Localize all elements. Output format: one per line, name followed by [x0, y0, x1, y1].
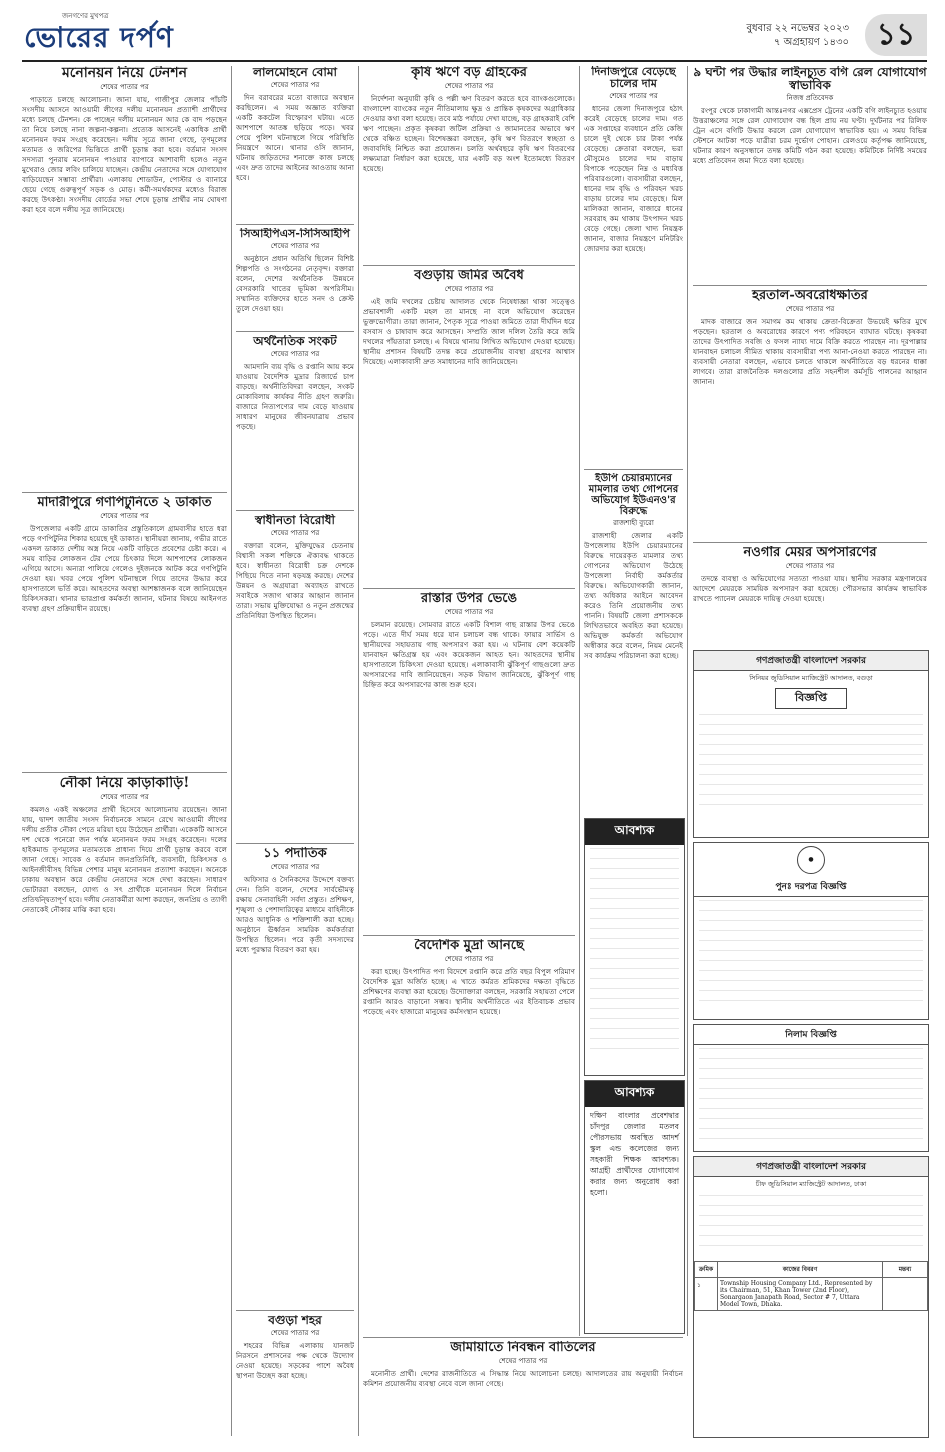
article-body: চলমান রয়েছে। সোমবার রাতে একটি বিশাল গাছ রাস্তার উপর ভেঙে পড়ে। এতে দীর্ঘ সময় ধরে যান চলাচল বন্ধ থাকে। ফায়ার সার্ভিস ও স্থানীয়দের সহায়তায় গাছ অপসারণ করা হয়। এ ঘটনায় বেশ কয়েকটি যানবাহন ক্ষতিগ্রস্ত হয় এবং কয়েকজন আহত হন। আহতদের স্থানীয় হাসপাতালে চিকিৎসা দেওয়া হয়েছে। এলাকাবাসী ঝুঁকিপূর্ণ গাছগুলো দ্রুত অপসারণের দাবি জানিয়েছেন। সড়ক বিভাগ জানিয়েছে, ঝুঁকিপূর্ণ গাছ চিহ্নিত করে অপসারণের কাজ শুরু হবে। [363, 620, 575, 690]
byline: শেষের পাতার পর [270, 529, 320, 538]
article-body: পাড়াতে চলছে আলোচনা। জানা যায়, গাজীপুর জেলার পাঁচটি সংসদীয় আসনে আওয়ামী লীগের দলীয় মনোনয়ন প্রত্যাশী প্রার্থীদের মধ্যে চলছে টেনশন। কে পাচ্ছেন দলীয় মনোনয়ন আর কে বাদ পড়ছেন তা নিয়ে চলছে নানা জল্পনা-কল্পনা। প্রত্যেক আসনেই একাধিক প্রার্থী মনোনয়ন ফরম সংগ্রহ করেছেন। দলীয় সূত্রে জানা গেছে, তৃণমূলের মতামত ও জরিপের ভিত্তিতে প্রার্থী চূড়ান্ত করা হবে। বর্তমান সংসদ সদস্যরা পুনরায় মনোনয়ন পাওয়ার ব্যাপারে আশাবাদী হলেও নতুন মুখেরাও জোর লবিং চালিয়ে যাচ্ছেন। কেন্দ্রীয় নেতাদের সঙ্গে যোগাযোগ বাড়িয়েছেন সম্ভাব্য প্রার্থীরা। এলাকায় শোডাউন, পোস্টার ও ব্যানারে ছেয়ে গেছে গুরুত্বপূর্ণ সড়ক ও মোড়। কর্মী-সমর্থকদের মধ্যেও বিরাজ করছে উৎকণ্ঠা। সংসদীয় বোর্ডের সভা শেষে চূড়ান্ত প্রার্থীর নাম ঘোষণা করা হবে বলে দলীয় সূত্র জানিয়েছে। [22, 95, 227, 215]
byline: শেষের পাতার পর [609, 92, 658, 101]
wanted-label: আবশ্যক [585, 819, 684, 845]
table-header: ক্রমিক [695, 1262, 718, 1278]
article-body: রংপুর থেকে ঢাকাগামী আন্তঃনগর এক্সপ্রেস ট্রেনের একটি বগি লাইনচ্যুত হওয়ায় উত্তরাঞ্চলের সঙ্গে রেল যোগাযোগ বন্ধ ছিল প্রায় নয় ঘণ্টা। দুর্ঘটনার পর রিলিফ ট্রেন এসে বগিটি উদ্ধার করলে রেল যোগাযোগ স্বাভাবিক হয়। এ সময় বিভিন্ন স্টেশনে আটকা পড়ে যাত্রীরা চরম দুর্ভোগ পোহান। রেলওয়ে কর্তৃপক্ষ জানিয়েছে, ঘটনার কারণ অনুসন্ধানে তদন্ত কমিটি গঠন করা হয়েছে। কমিটিকে নির্দিষ্ট সময়ের মধ্যে প্রতিবেদন জমা দিতে বলা হয়েছে। [693, 106, 927, 166]
article-tension [22, 66, 227, 488]
headline: কৃষি ঋণে বড় গ্রাহকের [411, 66, 527, 80]
auction-title: নিলাম বিজ্ঞপ্তি [694, 1025, 928, 1045]
article-body: অফিসার ও সৈনিকদের উদ্দেশে বক্তব্য দেন। তিনি বলেন, দেশের সার্বভৌমত্ব রক্ষায় সেনাবাহিনী সর্বদা প্রস্তুত। প্রশিক্ষণ, শৃঙ্খলা ও পেশাদারিত্বের মাধ্যমে বাহিনীকে আরও আধুনিক ও শক্তিশালী করা হচ্ছে। অনুষ্ঠানে ঊর্ধ্বতন সামরিক কর্মকর্তারা উপস্থিত ছিলেন। পরে কৃতী সদস্যদের মধ্যে পুরস্কার বিতরণ করা হয়। [236, 875, 354, 955]
byline: রাজশাহী ব্যুরো [613, 519, 654, 527]
article-eleven-infantry [236, 847, 354, 1307]
table-cell: Township Housing Company Ltd., Represented by its Chairman, 51, Khan Tower (2nd Floor), Sonargaon Janapath Road, Sector # 7, Uttara Model Town, Dhaka. [718, 1278, 883, 1311]
ad-text-lines [694, 1045, 928, 1147]
ad-table: ক্রমিক কাজের বিবরণ মন্তব্য ১ Township Housing Company Ltd., Represented by its Chairman, 51, Khan Tower (2nd Floor), Sonargaon Janapath Road, Sector # 7, Uttara Model Town, Dhaka. [694, 1261, 928, 1311]
ad-text-lines [694, 897, 928, 1013]
headline: স্বাধীনতা বিরোধী [255, 514, 335, 527]
table-header: মন্তব্য [883, 1262, 928, 1278]
article-body: তদন্তে ব্যবস্থা ও অভিযোগের সত্যতা পাওয়া যায়। স্থানীয় সরকার মন্ত্রণালয়ের আদেশে মেয়রকে সাময়িক অপসারণ করা হয়েছে। পৌরসভার কার্যক্রম স্বাভাবিক রাখতে প্যানেল মেয়রকে দায়িত্ব দেওয়া হয়েছে। [693, 574, 927, 604]
article-body: করা হচ্ছে। উৎপাদিত পণ্য বিদেশে রপ্তানি করে প্রতি বছর বিপুল পরিমাণ বৈদেশিক মুদ্রা অর্জিত হচ্ছে। এ খাতে কর্মরত শ্রমিকদের দক্ষতা বৃদ্ধিতে প্রশিক্ষণের ব্যবস্থা করা হয়েছে। উদ্যোক্তারা বলছেন, সরকারি সহায়তা পেলে রপ্তানি আরও বাড়ানো সম্ভব। স্থানীয় অর্থনীতিতে এর ইতিবাচক প্রভাব পড়েছে এবং হাজারো মানুষের কর্মসংস্থান হয়েছে। [363, 967, 575, 1017]
date-gregorian: বুধবার ২২ নভেম্বর ২০২৩ [746, 23, 849, 34]
article-dinajpur-rice [584, 66, 683, 466]
gov-office: চীফ জুডিসিয়াল ম্যাজিস্ট্রেট আদালত, ঢাকা [755, 1180, 867, 1188]
gov-seal-icon: ● [797, 846, 825, 874]
wanted-ad-1 [584, 818, 685, 1076]
byline: শেষের পাতার পর [270, 350, 320, 359]
byline: শেষের পাতার পর [100, 512, 149, 521]
byline: শেষের পাতার পর [270, 863, 320, 872]
date-bengali: ৭ অগ্রহায়ণ ১৪৩০ [773, 37, 849, 48]
headline: মনোনয়ন নিয়ে টেনশন [61, 66, 188, 81]
headline: হরতাল-অবরোধক্ষতির [752, 289, 868, 303]
page-number: ১১ [865, 14, 927, 56]
article-body: মনোনীত প্রার্থী। দেশের রাজনীতিতে এ সিদ্ধান্ত নিয়ে আলোচনা চলছে। আদালতের রায় অনুযায়ী নির্বাচন কমিশন প্রয়োজনীয় ব্যবস্থা নেবে বলে জানা গেছে। [363, 1369, 683, 1389]
article-body: অনুষ্ঠানে প্রধান অতিথি ছিলেন বিশিষ্ট শিল্পপতি ও সংগঠনের নেতৃবৃন্দ। বক্তারা বলেন, দেশের অর্থনৈতিক উন্নয়নে বেসরকারি খাতের ভূমিকা অপরিসীম। সম্মানিত ব্যক্তিদের হাতে সনদ ও ক্রেস্ট তুলে দেওয়া হয়। [236, 254, 354, 314]
article-body: নির্দেশনা অনুযায়ী কৃষি ও পল্লী ঋণ বিতরণ করতে হবে ব্যাংকগুলোকে। বাংলাদেশ ব্যাংকের নতুন নীতিমালায় ক্ষুদ্র ও প্রান্তিক কৃষকদের অগ্রাধিকার দেওয়ার কথা বলা হয়েছে। তবে মাঠ পর্যায়ে দেখা যাচ্ছে, বড় গ্রাহকরাই বেশি ঋণ পাচ্ছেন। প্রকৃত কৃষকরা জটিল প্রক্রিয়া ও জামানতের অভাবে ঋণ থেকে বঞ্চিত হচ্ছেন। বিশেষজ্ঞরা বলছেন, কৃষি ঋণ বিতরণে স্বচ্ছতা ও জবাবদিহি নিশ্চিত করা প্রয়োজন। চলতি অর্থবছরে কৃষি ঋণ বিতরণের লক্ষ্যমাত্রা নির্ধারণ করা হয়েছে, যার একটি বড় অংশ ইতোমধ্যে বিতরণ হয়েছে। [363, 94, 575, 174]
headline: নৌকা নিয়ে কাড়াকাড়ি! [59, 776, 190, 791]
auction-ad [693, 1024, 929, 1152]
byline: নিজস্ব প্রতিবেদক [786, 94, 834, 103]
article-up-chairman [584, 473, 683, 813]
headline: জামায়াতে নিবন্ধন বাতিলের [450, 1341, 596, 1355]
headline: লালমোহনে বোমা [253, 66, 337, 79]
gov-office: সিনিয়র জুডিসিয়াল ম্যাজিস্ট্রেট আদালত, বগুড়া [749, 674, 873, 682]
ad-text-lines [585, 845, 684, 1061]
masthead [22, 14, 927, 62]
wanted-ad-2 [584, 1080, 685, 1334]
newspaper-logo: ভোরের দর্পণ [24, 21, 174, 54]
article-road [363, 592, 575, 932]
byline: শেষের পাতার পর [444, 82, 494, 91]
headline: সিআইপিএস-সিসিআইপি [240, 228, 350, 240]
byline: শেষের পাতার পর [270, 1329, 320, 1338]
headline: দিনাজপুরে বেড়েছে চালের দাম [591, 66, 676, 91]
headline: অর্থনৈতিক সংকট [253, 335, 337, 348]
gov-title: গণপ্রজাতন্ত্রী বাংলাদেশ সরকার [694, 651, 928, 671]
article-lalmohan [236, 66, 354, 221]
article-agri-loan [363, 66, 575, 262]
article-bogura-land [363, 269, 575, 585]
gov-court-ad [693, 1156, 929, 1438]
ad-text-lines [694, 711, 928, 817]
article-train [693, 66, 927, 282]
headline: ৯ ঘন্টা পর উদ্ধার লাইনচ্যুত বগি রেল যোগাযোগ স্বাভাবিক [693, 66, 927, 93]
headline: বৈদেশিক মুদ্রা আনছে [414, 939, 524, 953]
article-body: কমলও একই অঞ্চলের প্রার্থী হিসেবে আলোচনায় রয়েছেন। জানা যায়, দ্বাদশ জাতীয় সংসদ নির্বাচনকে সামনে রেখে আওয়ামী লীগের দলীয় প্রতীক নৌকা পেতে মরিয়া হয়ে উঠেছেন প্রার্থীরা। একেকটি আসনে দশ থেকে পনেরো জন পর্যন্ত মনোনয়ন ফরম সংগ্রহ করেছেন। দলের হাইকমান্ড তৃণমূলের মতামতকে প্রাধান্য দিয়ে প্রার্থী চূড়ান্ত করবে বলে জানা গেছে। সাবেক ও বর্তমান জনপ্রতিনিধি, ব্যবসায়ী, চিকিৎসক ও আইনজীবীসহ বিভিন্ন পেশার মানুষ মনোনয়ন প্রত্যাশা করছেন। অনেকে ঢাকায় অবস্থান করে কেন্দ্রীয় নেতাদের সঙ্গে দেখা করছেন। সাধারণ ভোটাররা বলছেন, যোগ্য ও সৎ প্রার্থীকে মনোনয়ন দিলে নির্বাচন প্রতিদ্বন্দ্বিতাপূর্ণ হবে। দলীয় নেতাকর্মীরা আশা করছেন, জনপ্রিয় ও ত্যাগী নেতাকেই নৌকার মাঝি করা হবে। [22, 805, 227, 915]
headline: নওগাঁর মেয়র অপসারণের [743, 546, 877, 560]
byline: শেষের পাতার পর [100, 83, 149, 92]
byline: শেষের পাতার পর [100, 793, 149, 802]
headline: মাদারীপুরে গণপিটুনিতে ২ ডাকাত [37, 496, 212, 510]
article-body: উপজেলার একটি গ্রামে ডাকাতির প্রস্তুতিকালে গ্রামবাসীর হাতে ধরা পড়ে গণপিটুনির শিকার হয়েছে দুই ডাকাত। স্থানীয়রা জানায়, গভীর রাতে একদল ডাকাত দেশীয় অস্ত্র নিয়ে একটি বাড়িতে প্রবেশের চেষ্টা করে। এ সময় বাড়ির লোকজন টের পেয়ে চিৎকার দিলে আশপাশের লোকজন এগিয়ে আসে। অন্যরা পালিয়ে গেলেও দুইজনকে আটক করে গণপিটুনি দেওয়া হয়। খবর পেয়ে পুলিশ ঘটনাস্থলে গিয়ে তাদের উদ্ধার করে হাসপাতালে ভর্তি করে। আহতদের অবস্থা আশঙ্কাজনক বলে জানিয়েছেন চিকিৎসকরা। থানার ভারপ্রাপ্ত কর্মকর্তা জানান, ঘটনার বিষয়ে আইনগত ব্যবস্থা গ্রহণ প্রক্রিয়াধীন রয়েছে। [22, 524, 227, 614]
article-economic [236, 335, 354, 507]
article-naogaon [693, 546, 927, 644]
byline: শেষের পাতার পর [785, 305, 835, 314]
article-jamaat [363, 1341, 683, 1436]
headline: ইউপি চেয়ারম্যানের মামলার তথ্য গোপনের অভিযোগ ইউএনও'র বিরুদ্ধে [588, 473, 679, 517]
article-boat [22, 776, 227, 1436]
article-body: আমদানি ব্যয় বৃদ্ধি ও রপ্তানি আয় কমে যাওয়ায় বৈদেশিক মুদ্রার রিজার্ভে চাপ বাড়ছে। অর্থনীতিবিদরা বলছেন, সংকট মোকাবিলায় কার্যকর নীতি গ্রহণ জরুরি। বাজারে নিত্যপণ্যের দাম বেড়ে যাওয়ায় সাধারণ মানুষের জীবনযাত্রায় প্রভাব পড়ছে। [236, 362, 354, 432]
headline: বগুড়া শহর [268, 1314, 322, 1327]
headline: রাস্তার উপর ভেঙে [420, 592, 518, 606]
byline: শেষের পাতার পর [444, 608, 494, 617]
article-foreign-currency [363, 939, 575, 1334]
article-body: বক্তারা বলেন, মুক্তিযুদ্ধের চেতনায় বিশ্বাসী সকল শক্তিকে ঐক্যবদ্ধ থাকতে হবে। স্বাধীনতা বিরোধী চক্র দেশকে পিছিয়ে দিতে নানা ষড়যন্ত্র করছে। দেশের উন্নয়ন ও অগ্রযাত্রা অব্যাহত রাখতে সবাইকে সজাগ থাকার আহ্বান জানান তারা। সভায় মুক্তিযোদ্ধা ও নতুন প্রজন্মের প্রতিনিধিরা উপস্থিত ছিলেন। [236, 541, 354, 621]
headline: ১১ পদাতিক [263, 847, 327, 861]
article-cips [236, 228, 354, 328]
wanted-body: দক্ষিণ বাংলার প্রবেশদ্বার চাঁদপুর জেলার মতলব পৌরসভায় অবস্থিত আদর্শ স্কুল এন্ড কলেজের জন্য সহকারী শিক্ষক আবশ্যক। আগ্রহী প্রার্থীদের যোগাযোগ করার জন্য অনুরোধ করা হলো। [590, 1111, 679, 1197]
tender-ad [693, 842, 929, 1020]
article-body: মাদক বাজারে জন সমাগম কম থাকায় ক্রেতা-বিক্রেতা উভয়েই ক্ষতির মুখে পড়ছেন। হরতাল ও অবরোধের কারণে পণ্য পরিবহনে ব্যাঘাত ঘটছে। কৃষকরা তাদের উৎপাদিত সবজি ও ফসল ন্যায্য দামে বিক্রি করতে পারছেন না। দূরপাল্লার যানবাহন চলাচল সীমিত থাকায় ব্যবসায়ীরা পণ্য আনা-নেওয়া করতে পারছেন না। ব্যবসায়ী নেতারা বলছেন, এভাবে চলতে থাকলে অর্থনীতিতে বড় ধরনের ধাক্কা লাগবে। তারা রাজনৈতিক দলগুলোর প্রতি সহনশীল কর্মসূচি পালনের আহ্বান জানান। [693, 317, 927, 387]
article-body: দিন বরাবরের মতো বাজারে অবস্থান করছিলেন। এ সময় অজ্ঞাত ব্যক্তিরা একটি ককটেল বিস্ফোরণ ঘটায়। এতে আশপাশে আতঙ্ক ছড়িয়ে পড়ে। খবর পেয়ে পুলিশ ঘটনাস্থলে গিয়ে পরিস্থিতি নিয়ন্ত্রণে আনে। থানার ওসি জানান, ঘটনায় জড়িতদের শনাক্তে কাজ চলছে এবং দ্রুত তাদের আইনের আওতায় আনা হবে। [236, 93, 354, 183]
article-madaripur [22, 496, 227, 768]
gov-title: গণপ্রজাতন্ত্রী বাংলাদেশ সরকার [694, 1157, 928, 1177]
byline: শেষের পাতার পর [270, 242, 320, 251]
byline: শেষের পাতার পর [270, 81, 320, 90]
gov-notice-ad [693, 650, 929, 838]
wanted-label: আবশ্যক [585, 1081, 684, 1107]
ad-text-lines [694, 1192, 928, 1258]
article-body: শহরের বিভিন্ন এলাকায় যানজট নিরসনে প্রশাসনের পক্ষ থেকে উদ্যোগ নেওয়া হয়েছে। সড়কের পাশে অবৈধ স্থাপনা উচ্ছেদ করা হচ্ছে। [236, 1341, 354, 1381]
article-body: এই জমি দখলের চেষ্টায় আদালত থেকে নিষেধাজ্ঞা থাকা সত্ত্বেও প্রভাবশালী একটি মহল তা মানছে না বলে অভিযোগ করেছেন ভুক্তভোগীরা। তারা জানান, পৈতৃক সূত্রে পাওয়া জমিতে তারা দীর্ঘদিন ধরে বসবাস ও চাষাবাদ করে আসছেন। সম্প্রতি জাল দলিল তৈরি করে জমি দখলের পাঁয়তারা চলছে। এ বিষয়ে থানায় লিখিত অভিযোগ দেওয়া হয়েছে। স্থানীয় প্রশাসন বিষয়টি তদন্ত করে প্রয়োজনীয় ব্যবস্থা গ্রহণের আশ্বাস দিয়েছে। এলাকাবাসী দ্রুত সমাধানের দাবি জানিয়েছেন। [363, 297, 575, 367]
dateline [746, 22, 849, 50]
headline: বগুড়ায় জমির অবৈধ [414, 269, 524, 283]
tender-title: পুনঃ দরপত্র বিজ্ঞপ্তি [694, 877, 928, 897]
article-body: ধানের জেলা দিনাজপুরে হঠাৎ করেই বেড়েছে চালের দাম। গত এক সপ্তাহের ব্যবধানে প্রতি কেজি চালে দুই থেকে চার টাকা পর্যন্ত বেড়েছে। ক্রেতারা বলছেন, ভরা মৌসুমেও চালের দাম বাড়ায় বিপাকে পড়েছেন নিম্ন ও মধ্যবিত্ত পরিবারগুলো। ব্যবসায়ীরা বলছেন, ধানের দাম বৃদ্ধি ও পরিবহন খরচ বাড়ায় চালের দাম বেড়েছে। মিল মালিকরা জানান, বাজারে ধানের সরবরাহ কম থাকায় উৎপাদন খরচ বেড়ে গেছে। জেলা খাদ্য নিয়ন্ত্রক জানান, বাজার নিয়ন্ত্রণে মনিটরিং জোরদার করা হয়েছে। [584, 104, 683, 254]
table-header: কাজের বিবরণ [718, 1262, 883, 1278]
byline: শেষের পাতার পর [444, 285, 494, 294]
byline: শেষের পাতার পর [498, 1357, 548, 1366]
byline: শেষের পাতার পর [785, 562, 835, 571]
article-body: রাজশাহী জেলার একটি উপজেলায় ইউপি চেয়ারম্যানের বিরুদ্ধে দায়েরকৃত মামলার তথ্য গোপনের অভিযোগ উঠেছে উপজেলা নির্বাহী কর্মকর্তার বিরুদ্ধে। অভিযোগকারী জানান, তথ্য অধিকার আইনে আবেদন করেও তিনি প্রয়োজনীয় তথ্য পাননি। বিষয়টি জেলা প্রশাসককে লিখিতভাবে অবহিত করা হয়েছে। অভিযুক্ত কর্মকর্তা অভিযোগ অস্বীকার করে বলেন, নিয়ম মেনেই সব কার্যক্রম পরিচালনা করা হচ্ছে। [584, 531, 683, 660]
byline: শেষের পাতার পর [444, 955, 494, 964]
notice-label: বিজ্ঞপ্তি [775, 688, 847, 709]
article-freedom [236, 514, 354, 840]
article-hartal [693, 289, 927, 539]
logo-tagline: জনগণের মুখপত্র [62, 12, 109, 20]
article-bogura-city [236, 1314, 354, 1436]
